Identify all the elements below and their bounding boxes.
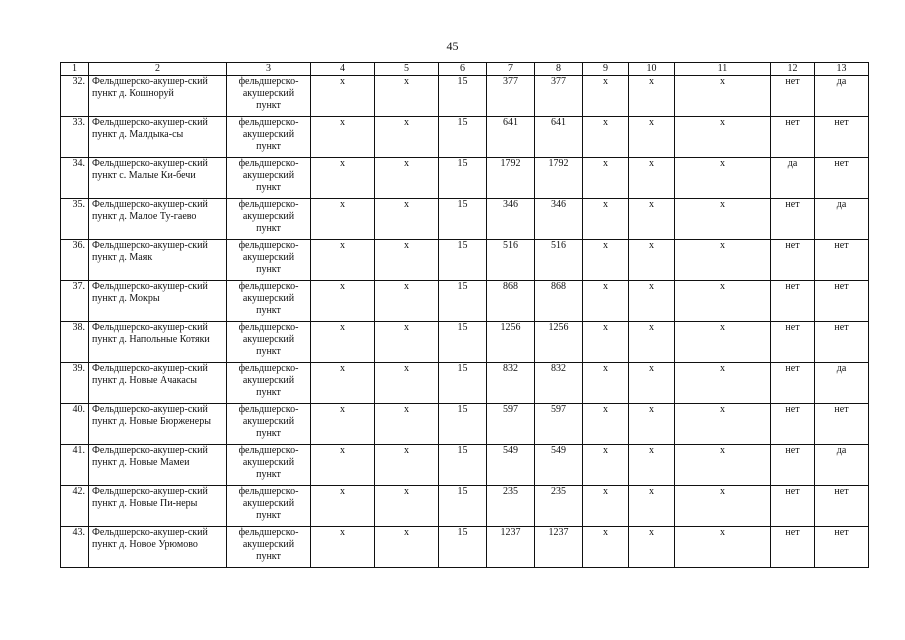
col-5-value: х bbox=[375, 240, 439, 281]
col-10-value: х bbox=[629, 240, 675, 281]
col-11-value: х bbox=[675, 404, 771, 445]
table-row bbox=[61, 281, 869, 322]
row-number: 43. bbox=[61, 527, 89, 568]
col-9-value: х bbox=[583, 240, 629, 281]
col-7-value: 549 bbox=[487, 445, 535, 486]
row-number: 33. bbox=[61, 117, 89, 158]
facility-name: Фельдшерско-акушер-ский пункт д. Новые Пи-неры bbox=[89, 486, 227, 527]
facility-type: фельдшерско-акушерский пункт bbox=[227, 76, 311, 117]
col-4-value: х bbox=[311, 199, 375, 240]
col-5-value: х bbox=[375, 117, 439, 158]
col-10-value: х bbox=[629, 404, 675, 445]
facility-type: фельдшерско-акушерский пункт bbox=[227, 527, 311, 568]
facility-type: фельдшерско-акушерский пункт bbox=[227, 363, 311, 404]
col-10-value: х bbox=[629, 322, 675, 363]
col-7-value: 516 bbox=[487, 240, 535, 281]
col-12-value: нет bbox=[771, 240, 815, 281]
column-header-9: 9 bbox=[583, 63, 629, 76]
facility-name: Фельдшерско-акушер-ский пункт д. Малдыка-сы bbox=[89, 117, 227, 158]
col-8-value: 597 bbox=[535, 404, 583, 445]
col-12-value: нет bbox=[771, 281, 815, 322]
col-6-value: 15 bbox=[439, 445, 487, 486]
col-13-value: нет bbox=[815, 527, 869, 568]
col-7-value: 832 bbox=[487, 363, 535, 404]
col-8-value: 1256 bbox=[535, 322, 583, 363]
col-11-value: х bbox=[675, 199, 771, 240]
col-6-value: 15 bbox=[439, 76, 487, 117]
table-row bbox=[61, 240, 869, 281]
col-4-value: х bbox=[311, 363, 375, 404]
facility-type: фельдшерско-акушерский пункт bbox=[227, 322, 311, 363]
col-10-value: х bbox=[629, 76, 675, 117]
row-number: 38. bbox=[61, 322, 89, 363]
col-4-value: х bbox=[311, 404, 375, 445]
col-10-value: х bbox=[629, 158, 675, 199]
column-header-10: 10 bbox=[629, 63, 675, 76]
col-5-value: х bbox=[375, 281, 439, 322]
facility-name: Фельдшерско-акушер-ский пункт с. Малые Ки-бечи bbox=[89, 158, 227, 199]
table-row bbox=[61, 486, 869, 527]
column-header-5: 5 bbox=[375, 63, 439, 76]
col-13-value: нет bbox=[815, 404, 869, 445]
col-6-value: 15 bbox=[439, 322, 487, 363]
col-4-value: х bbox=[311, 527, 375, 568]
col-6-value: 15 bbox=[439, 240, 487, 281]
col-12-value: нет bbox=[771, 486, 815, 527]
col-7-value: 1792 bbox=[487, 158, 535, 199]
col-11-value: х bbox=[675, 363, 771, 404]
table-row bbox=[61, 404, 869, 445]
facility-type: фельдшерско-акушерский пункт bbox=[227, 158, 311, 199]
col-5-value: х bbox=[375, 76, 439, 117]
table-body bbox=[61, 76, 869, 568]
column-header-7: 7 bbox=[487, 63, 535, 76]
col-7-value: 235 bbox=[487, 486, 535, 527]
col-8-value: 377 bbox=[535, 76, 583, 117]
facilities-table bbox=[60, 62, 869, 568]
col-13-value: да bbox=[815, 199, 869, 240]
col-5-value: х bbox=[375, 445, 439, 486]
col-6-value: 15 bbox=[439, 363, 487, 404]
col-5-value: х bbox=[375, 363, 439, 404]
facility-name: Фельдшерско-акушер-ский пункт д. Новое Урюмово bbox=[89, 527, 227, 568]
facility-type: фельдшерско-акушерский пункт bbox=[227, 281, 311, 322]
col-7-value: 1237 bbox=[487, 527, 535, 568]
col-10-value: х bbox=[629, 486, 675, 527]
col-5-value: х bbox=[375, 322, 439, 363]
col-11-value: х bbox=[675, 158, 771, 199]
facility-name: Фельдшерско-акушер-ский пункт д. Новые Мамеи bbox=[89, 445, 227, 486]
row-number: 41. bbox=[61, 445, 89, 486]
facility-type: фельдшерско-акушерский пункт bbox=[227, 445, 311, 486]
col-7-value: 597 bbox=[487, 404, 535, 445]
table-row bbox=[61, 445, 869, 486]
col-4-value: х bbox=[311, 158, 375, 199]
row-number: 42. bbox=[61, 486, 89, 527]
row-number: 40. bbox=[61, 404, 89, 445]
col-11-value: х bbox=[675, 445, 771, 486]
col-12-value: нет bbox=[771, 445, 815, 486]
col-12-value: да bbox=[771, 158, 815, 199]
col-8-value: 868 bbox=[535, 281, 583, 322]
col-11-value: х bbox=[675, 76, 771, 117]
col-5-value: х bbox=[375, 199, 439, 240]
col-12-value: нет bbox=[771, 322, 815, 363]
header-row bbox=[61, 63, 869, 76]
col-6-value: 15 bbox=[439, 486, 487, 527]
column-header-6: 6 bbox=[439, 63, 487, 76]
col-6-value: 15 bbox=[439, 404, 487, 445]
facility-name: Фельдшерско-акушер-ский пункт д. Напольные Котяки bbox=[89, 322, 227, 363]
col-12-value: нет bbox=[771, 363, 815, 404]
col-13-value: нет bbox=[815, 158, 869, 199]
col-8-value: 641 bbox=[535, 117, 583, 158]
col-12-value: нет bbox=[771, 404, 815, 445]
row-number: 35. bbox=[61, 199, 89, 240]
col-9-value: х bbox=[583, 199, 629, 240]
facility-type: фельдшерско-акушерский пункт bbox=[227, 404, 311, 445]
col-4-value: х bbox=[311, 76, 375, 117]
col-6-value: 15 bbox=[439, 158, 487, 199]
col-9-value: х bbox=[583, 117, 629, 158]
row-number: 34. bbox=[61, 158, 89, 199]
table-row bbox=[61, 527, 869, 568]
col-8-value: 516 bbox=[535, 240, 583, 281]
col-7-value: 346 bbox=[487, 199, 535, 240]
col-6-value: 15 bbox=[439, 527, 487, 568]
col-11-value: х bbox=[675, 322, 771, 363]
column-header-2: 2 bbox=[89, 63, 227, 76]
col-8-value: 832 bbox=[535, 363, 583, 404]
col-9-value: х bbox=[583, 76, 629, 117]
col-13-value: нет bbox=[815, 117, 869, 158]
col-10-value: х bbox=[629, 363, 675, 404]
col-9-value: х bbox=[583, 527, 629, 568]
table-row bbox=[61, 199, 869, 240]
col-13-value: да bbox=[815, 363, 869, 404]
col-13-value: нет bbox=[815, 240, 869, 281]
col-10-value: х bbox=[629, 199, 675, 240]
col-11-value: х bbox=[675, 281, 771, 322]
col-8-value: 1792 bbox=[535, 158, 583, 199]
column-header-4: 4 bbox=[311, 63, 375, 76]
col-7-value: 641 bbox=[487, 117, 535, 158]
col-5-value: х bbox=[375, 158, 439, 199]
table-row bbox=[61, 76, 869, 117]
table-row bbox=[61, 117, 869, 158]
col-4-value: х bbox=[311, 322, 375, 363]
col-8-value: 549 bbox=[535, 445, 583, 486]
col-6-value: 15 bbox=[439, 199, 487, 240]
facility-type: фельдшерско-акушерский пункт bbox=[227, 486, 311, 527]
col-12-value: нет bbox=[771, 76, 815, 117]
table-row bbox=[61, 322, 869, 363]
facility-name: Фельдшерско-акушер-ский пункт д. Новые Бюрженеры bbox=[89, 404, 227, 445]
facility-name: Фельдшерско-акушер-ский пункт д. Новые Ачакасы bbox=[89, 363, 227, 404]
col-10-value: х bbox=[629, 527, 675, 568]
col-12-value: нет bbox=[771, 199, 815, 240]
facility-name: Фельдшерско-акушер-ский пункт д. Малое Ту-гаево bbox=[89, 199, 227, 240]
col-11-value: х bbox=[675, 117, 771, 158]
col-9-value: х bbox=[583, 486, 629, 527]
col-11-value: х bbox=[675, 240, 771, 281]
col-5-value: х bbox=[375, 486, 439, 527]
col-4-value: х bbox=[311, 486, 375, 527]
column-header-13: 13 bbox=[815, 63, 869, 76]
facility-name: Фельдшерско-акушер-ский пункт д. Маяк bbox=[89, 240, 227, 281]
col-5-value: х bbox=[375, 527, 439, 568]
col-7-value: 377 bbox=[487, 76, 535, 117]
table-row bbox=[61, 158, 869, 199]
col-10-value: х bbox=[629, 281, 675, 322]
col-10-value: х bbox=[629, 445, 675, 486]
col-9-value: х bbox=[583, 281, 629, 322]
facility-type: фельдшерско-акушерский пункт bbox=[227, 199, 311, 240]
facility-name: Фельдшерско-акушер-ский пункт д. Мокры bbox=[89, 281, 227, 322]
facility-type: фельдшерско-акушерский пункт bbox=[227, 117, 311, 158]
col-11-value: х bbox=[675, 527, 771, 568]
col-6-value: 15 bbox=[439, 281, 487, 322]
col-13-value: нет bbox=[815, 322, 869, 363]
row-number: 37. bbox=[61, 281, 89, 322]
col-9-value: х bbox=[583, 404, 629, 445]
column-header-12: 12 bbox=[771, 63, 815, 76]
column-header-3: 3 bbox=[227, 63, 311, 76]
table-row bbox=[61, 363, 869, 404]
column-header-1: 1 bbox=[61, 63, 89, 76]
table-header bbox=[61, 63, 869, 76]
facility-name: Фельдшерско-акушер-ский пункт д. Кошноруй bbox=[89, 76, 227, 117]
col-10-value: х bbox=[629, 117, 675, 158]
col-4-value: х bbox=[311, 445, 375, 486]
col-8-value: 346 bbox=[535, 199, 583, 240]
col-4-value: х bbox=[311, 281, 375, 322]
col-9-value: х bbox=[583, 158, 629, 199]
page-number: 45 bbox=[446, 39, 459, 53]
col-13-value: да bbox=[815, 76, 869, 117]
col-6-value: 15 bbox=[439, 117, 487, 158]
row-number: 36. bbox=[61, 240, 89, 281]
col-11-value: х bbox=[675, 486, 771, 527]
col-4-value: х bbox=[311, 240, 375, 281]
col-8-value: 235 bbox=[535, 486, 583, 527]
col-12-value: нет bbox=[771, 527, 815, 568]
facility-type: фельдшерско-акушерский пункт bbox=[227, 240, 311, 281]
column-header-11: 11 bbox=[675, 63, 771, 76]
col-13-value: нет bbox=[815, 281, 869, 322]
col-4-value: х bbox=[311, 117, 375, 158]
col-9-value: х bbox=[583, 322, 629, 363]
col-13-value: нет bbox=[815, 486, 869, 527]
col-7-value: 1256 bbox=[487, 322, 535, 363]
row-number: 39. bbox=[61, 363, 89, 404]
col-13-value: да bbox=[815, 445, 869, 486]
col-9-value: х bbox=[583, 445, 629, 486]
column-header-8: 8 bbox=[535, 63, 583, 76]
col-9-value: х bbox=[583, 363, 629, 404]
col-7-value: 868 bbox=[487, 281, 535, 322]
col-5-value: х bbox=[375, 404, 439, 445]
row-number: 32. bbox=[61, 76, 89, 117]
col-12-value: нет bbox=[771, 117, 815, 158]
col-8-value: 1237 bbox=[535, 527, 583, 568]
